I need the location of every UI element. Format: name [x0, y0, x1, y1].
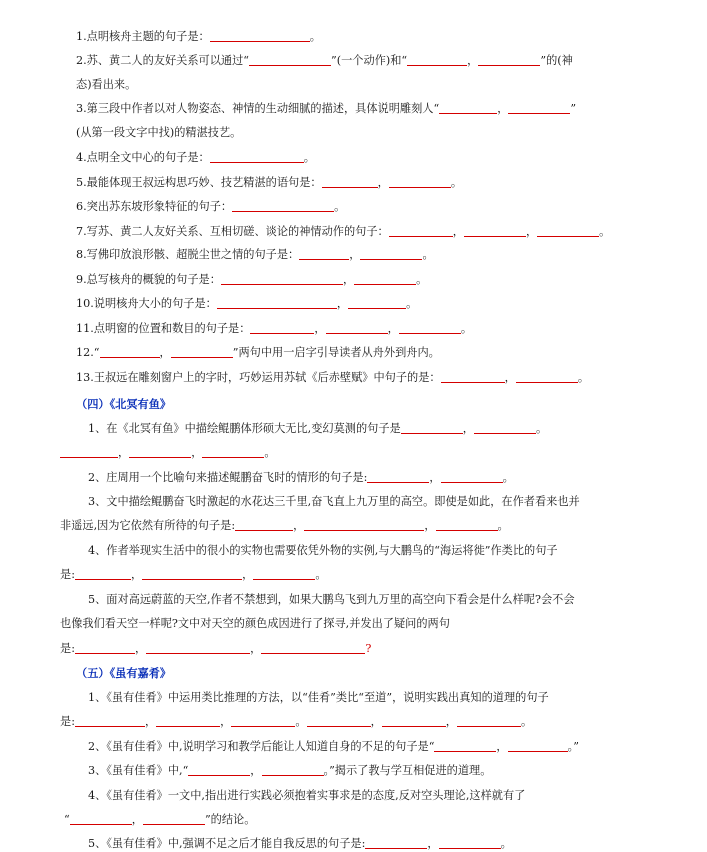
question-9: 9.总写核舟的概貌的句子是： ， 。 — [76, 273, 428, 286]
answer-blank[interactable] — [261, 641, 365, 654]
answer-blank[interactable] — [508, 739, 568, 752]
answer-blank[interactable] — [464, 224, 526, 237]
answer-blank[interactable] — [307, 714, 371, 727]
answer-blank[interactable] — [231, 714, 295, 727]
answer-blank[interactable] — [407, 53, 467, 66]
beiming-question-5-cont: 也像我们看天空一样呢?文中对天空的颜色成因进行了探寻,并发出了疑问的两句 — [60, 617, 450, 630]
answer-blank[interactable] — [143, 812, 205, 825]
answer-blank[interactable] — [401, 421, 463, 434]
question-3: 3.第三段中作者以对人物姿态、神情的生动细腻的描述，具体说明雕刻人“ ， ” — [76, 102, 577, 115]
answer-blank[interactable] — [75, 641, 135, 654]
beiming-question-1: 1、在《北冥有鱼》中描绘鲲鹏体形硕大无比,变幻莫测的句子是 ， 。 — [88, 422, 548, 435]
answer-blank[interactable] — [262, 763, 324, 776]
answer-blank[interactable] — [299, 247, 349, 260]
answer-blank[interactable] — [217, 296, 337, 309]
beiming-question-2: 2、庄周用一个比喻句来描述鲲鹏奋飞时的情形的句子是: ， 。 — [88, 471, 514, 484]
answer-blank[interactable] — [146, 641, 250, 654]
question-7: 7.写苏、黄二人友好关系、互相切磋、谈论的神情动作的句子： ， ， 。 — [76, 225, 611, 238]
answer-blank[interactable] — [434, 739, 496, 752]
answer-blank[interactable] — [232, 199, 334, 212]
answer-blank[interactable] — [360, 247, 422, 260]
answer-blank[interactable] — [210, 29, 310, 42]
question-3-cont: (从第一段文字中找)的精湛技艺。 — [76, 126, 242, 139]
answer-blank[interactable] — [142, 567, 242, 580]
section-heading-suiyoujiayao: （五）《虽有嘉肴》 — [76, 666, 172, 680]
answer-blank[interactable] — [399, 321, 461, 334]
answer-blank[interactable] — [441, 370, 505, 383]
beiming-question-3-cont: 非遥远,因为它依然有所待的句子是: ， ， 。 — [60, 519, 509, 532]
answer-blank[interactable] — [210, 150, 304, 163]
suiyou-question-1: 1、《虽有佳肴》中运用类比推理的方法，以“佳肴”类比“至道”，说明实践出真知的道理的句子 — [88, 691, 549, 704]
question-10: 10.说明核舟大小的句子是： ， 。 — [76, 297, 418, 310]
answer-blank[interactable] — [250, 321, 314, 334]
answer-blank[interactable] — [75, 567, 131, 580]
question-1: 1.点明核舟主题的句子是： 。 — [76, 30, 321, 43]
answer-blank[interactable] — [348, 296, 406, 309]
beiming-question-1-cont: ， ， 。 — [60, 445, 276, 461]
answer-blank[interactable] — [188, 763, 250, 776]
answer-blank[interactable] — [249, 53, 331, 66]
answer-blank[interactable] — [436, 518, 498, 531]
answer-blank[interactable] — [326, 321, 388, 334]
answer-blank[interactable] — [478, 53, 540, 66]
question-6: 6.突出苏东坡形象特征的句子： 。 — [76, 200, 346, 213]
question-8: 8.写佛印放浪形骸、超脱尘世之情的句子是： ， 。 — [76, 248, 434, 261]
answer-blank[interactable] — [202, 445, 264, 458]
answer-blank[interactable] — [322, 175, 378, 188]
answer-blank[interactable] — [367, 470, 429, 483]
question-13: 13.王叔远在雕刻窗户上的字时，巧妙运用苏轼《后赤壁赋》中句子的是： ， 。 — [76, 371, 590, 384]
beiming-question-4-cont: 是: ， ， 。 — [60, 568, 327, 581]
suiyou-question-1-cont: 是: ， ， 。 ， ， 。 — [60, 715, 533, 728]
answer-blank[interactable] — [75, 714, 145, 727]
answer-blank[interactable] — [474, 421, 536, 434]
answer-blank[interactable] — [221, 272, 343, 285]
question-2-cont: 态)看出来。 — [76, 78, 137, 91]
answer-blank[interactable] — [389, 175, 451, 188]
answer-blank[interactable] — [537, 224, 599, 237]
answer-blank[interactable] — [441, 470, 503, 483]
answer-blank[interactable] — [129, 445, 191, 458]
answer-blank[interactable] — [60, 445, 118, 458]
answer-blank[interactable] — [156, 714, 220, 727]
answer-blank[interactable] — [171, 345, 233, 358]
suiyou-question-2: 2、《虽有佳肴》中,说明学习和教学后能让人知道自身的不足的句子是“ ， 。” — [88, 740, 579, 753]
answer-blank[interactable] — [365, 836, 427, 849]
suiyou-question-3: 3、《虽有佳肴》中,“ ， 。”揭示了教与学互相促进的道理。 — [88, 764, 492, 777]
suiyou-question-4: 4、《虽有佳肴》一文中,指出进行实践必须抱着实事求是的态度,反对空头理论,这样就有了 — [88, 789, 526, 802]
answer-blank[interactable] — [70, 812, 132, 825]
answer-blank[interactable] — [439, 101, 497, 114]
answer-blank[interactable] — [304, 518, 424, 531]
answer-blank[interactable] — [354, 272, 416, 285]
beiming-question-4: 4、作者举现实生活中的很小的实物也需要依凭外物的实例,与大鹏鸟的“海运将徙”作类比的句子 — [88, 544, 558, 557]
answer-blank[interactable] — [457, 714, 521, 727]
suiyou-question-5: 5、《虽有佳肴》中,强调不足之后才能自我反思的句子是: ， 。 — [88, 837, 512, 850]
beiming-question-5-cont2: 是: ， ， ? — [60, 642, 372, 655]
answer-blank[interactable] — [516, 370, 578, 383]
question-12: 12.“ ， ”两句中用一启字引导读者从舟外到舟内。 — [76, 346, 440, 359]
answer-blank[interactable] — [439, 836, 501, 849]
answer-blank[interactable] — [253, 567, 315, 580]
section-heading-beiming: （四）《北冥有鱼》 — [76, 397, 172, 411]
question-2: 2.苏、黄二人的友好关系可以通过“ ”(一个动作)和“ ， ”的(神 — [76, 54, 573, 67]
answer-blank[interactable] — [508, 101, 570, 114]
beiming-question-3: 3、文中描绘鲲鹏奋飞时激起的水花达三千里,奋飞直上九万里的高空。即使是如此，在作者看来也并 — [88, 495, 580, 508]
answer-blank[interactable] — [389, 224, 453, 237]
beiming-question-5: 5、面对高远蔚蓝的天空,作者不禁想到，如果大鹏鸟飞到九万里的高空向下看会是什么样呢?会不会 — [88, 593, 575, 606]
answer-blank[interactable] — [382, 714, 446, 727]
question-5: 5.最能体现王叔远构思巧妙、技艺精湛的语句是： ， 。 — [76, 176, 463, 189]
question-4: 4.点明全文中心的句子是： 。 — [76, 151, 315, 164]
answer-blank[interactable] — [100, 345, 160, 358]
suiyou-question-4-cont: “ ， ”的结论。 — [64, 813, 256, 826]
question-11: 11.点明窗的位置和数目的句子是： ， ， 。 — [76, 322, 473, 335]
answer-blank[interactable] — [235, 518, 293, 531]
